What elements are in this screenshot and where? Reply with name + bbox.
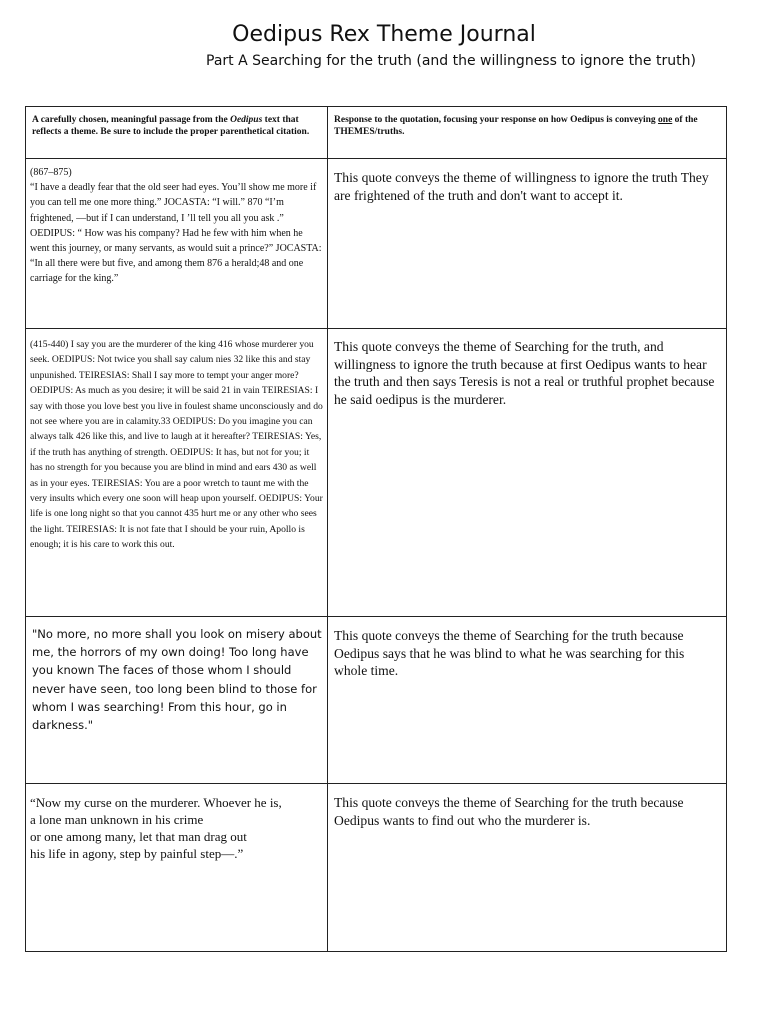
header-passage-text: A carefully chosen, meaningful passage from the — [32, 115, 231, 125]
page-title: Oedipus Rex Theme Journal — [232, 22, 536, 47]
response-cell — [328, 784, 727, 952]
response-text: This quote conveys the theme of Searching for the truth because Oedipus says that he was blind to what he was searching for this whole time. — [334, 628, 685, 678]
quote-text: “Now my curse on the murderer. Whoever he is, a lone man unknown in his crime or one among many, let that man drag out his life in agony, step by painful step—.” — [30, 795, 282, 861]
quote-text: (867–875) “I have a deadly fear that the old seer had eyes. You’ll show me more if you can tell me one more thing.” JOCASTA: “I will.” 870 “I’m frightened, —but if I can understand, I ’ll tell you all you ask .” OEDIPUS: “ How was his company? Had he few with him when he went this journey, or many servants, as would suit a prince?” JOCASTA: “In all there were but five, and among them 876 a herald;48 and one carriage for the king.” — [30, 167, 322, 285]
quote-text: "No more, no more shall you look on misery about me, the horrors of my own doing! Too long have you known The faces of those whom I should never have seen, too long been blind to those for whom I was searching! From this hour, go in darkness." — [32, 627, 322, 733]
page-subtitle: Part A Searching for the truth (and the willingness to ignore the truth) — [206, 53, 696, 69]
header-response-text: Response to the quotation, focusing your response on how Oedipus is conveying — [334, 115, 659, 125]
response-cell — [328, 617, 727, 784]
quote-cell — [26, 329, 328, 617]
quote-cell — [26, 159, 328, 329]
response-cell — [328, 329, 727, 617]
quote-cell — [26, 784, 328, 952]
table-row — [26, 329, 727, 617]
header-passage-italic: Oedipus — [230, 115, 263, 125]
quote-text: (415-440) I say you are the murderer of the king 416 whose murderer you seek. OEDIPUS: Not twice you shall say calum nies 32 like this and stay unpunished. TEIRESIAS: Shall I say more to tempt your anger more? OEDIPUS: As much as you desire; it will be said 21 in vain TEIRESIAS: I say with those you love best you live in foulest shame unconsciously and do not see where you are in calamity.33 OEDIPUS: Do you imagine you can always talk 426 like this, and live to laugh at it hereafter? TEIRESIAS: Yes, if the truth has anything of strength. OEDIPUS: It has, but not for you; it has no strength for you because you are blind in mind and ears 430 as well as in your eyes. TEIRESIAS: You are a poor wretch to taunt me with the very insults which every one soon will heap upon yourself. OEDIPUS: Your life is one long night so that you cannot 435 hurt me or any other who sees the light. TEIRESIAS: It is not fate that I should be your ruin, Apollo is enough; it is his care to work this out. — [30, 339, 323, 551]
table-row — [26, 617, 727, 784]
response-text: This quote conveys the theme of willingness to ignore the truth They are frightened of the truth and don't want to accept it. — [334, 170, 709, 203]
header-response-underline: one — [658, 115, 673, 125]
response-cell — [328, 159, 727, 329]
header-passage-text-2: text that reflects a theme. Be sure to include the proper parenthetical citation. — [32, 115, 310, 137]
quote-cell — [26, 617, 328, 784]
header-cell-passage — [26, 107, 328, 159]
theme-journal-table — [25, 106, 727, 952]
table-row — [26, 784, 727, 952]
response-text: This quote conveys the theme of Searching for the truth, and willingness to ignore the truth because at first Oedipus wants to hear the truth and then says Teresis is not a real or truthful prophet because he said oedipus is the murderer. — [334, 339, 715, 407]
header-cell-response — [328, 107, 727, 159]
table-row — [26, 159, 727, 329]
header-response-text-2: of the THEMES/truths. — [334, 115, 698, 137]
response-text: This quote conveys the theme of Searching for the truth because Oedipus wants to find out who the murderer is. — [334, 795, 684, 828]
table-header-row — [26, 107, 727, 159]
